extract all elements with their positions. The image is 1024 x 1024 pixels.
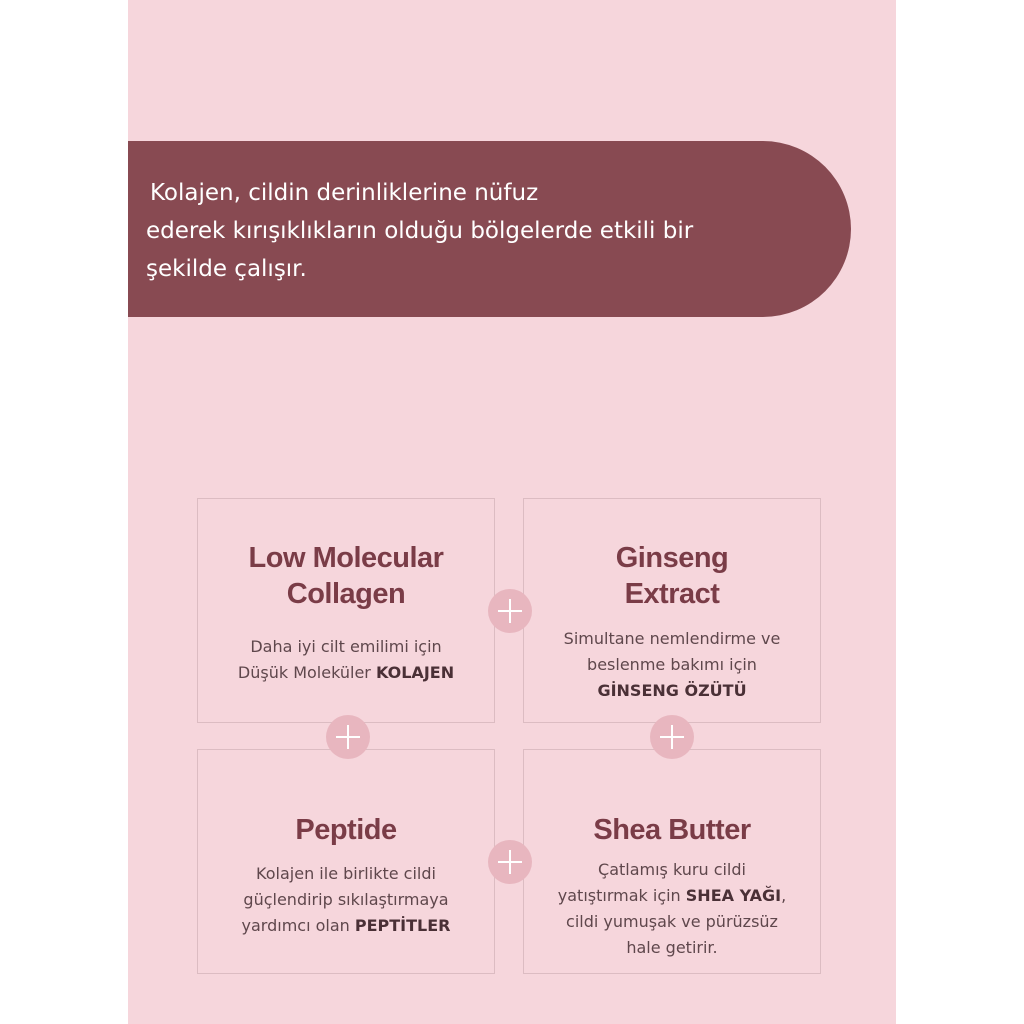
plus-icon — [488, 589, 532, 633]
card-title-line: Ginseng — [615, 542, 729, 574]
plus-icon — [326, 715, 370, 759]
card-description-text: Düşük Moleküler — [237, 663, 376, 682]
card-ingredient-name: SHEA YAĞI — [685, 886, 782, 905]
plus-icon — [650, 715, 694, 759]
card-description-line: hale getirir. — [626, 938, 718, 957]
card-description — [198, 634, 494, 686]
card-title — [524, 540, 820, 612]
ingredient-card-shea-butter — [523, 749, 821, 974]
card-title-line: Extract — [624, 578, 720, 610]
card-ingredient-name: PEPTİTLER — [354, 916, 451, 935]
card-description-line: cildi yumuşak ve pürüzsüz — [566, 912, 778, 931]
banner-line-2: ederek kırışıklıkların olduğu bölgelerde etkili bir — [146, 218, 694, 244]
card-description-line: Çatlamış kuru cildi — [598, 860, 746, 879]
card-ingredient-name: GİNSENG ÖZÜTÜ — [597, 681, 747, 700]
card-title — [524, 812, 820, 848]
banner-line-1: Kolajen, cildin derinliklerine nüfuz — [150, 180, 539, 206]
card-title-line: Peptide — [295, 814, 397, 846]
banner-line-3: şekilde çalışır. — [146, 256, 307, 282]
card-description-line: beslenme bakımı için — [587, 655, 757, 674]
card-description-line: güçlendirip sıkılaştırmaya — [243, 890, 449, 909]
card-description — [524, 626, 820, 704]
card-description-text: yatıştırmak için — [557, 886, 686, 905]
card-description-line: Simultane nemlendirme ve — [563, 629, 781, 648]
card-description-text: , — [781, 886, 787, 905]
card-title-line: Collagen — [286, 578, 406, 610]
card-title-line: Shea Butter — [593, 814, 751, 846]
card-description-text: yardımcı olan — [241, 916, 355, 935]
intro-banner — [128, 141, 851, 317]
card-title-line: Low Molecular — [248, 542, 444, 574]
card-description-line — [198, 913, 494, 939]
card-description-line: Kolajen ile birlikte cildi — [256, 864, 436, 883]
card-description — [198, 861, 494, 939]
ingredient-card-low-molecular-collagen — [197, 498, 495, 723]
card-description-line — [198, 660, 494, 686]
card-title — [198, 540, 494, 612]
ingredient-card-peptide — [197, 749, 495, 974]
ingredient-card-ginseng-extract — [523, 498, 821, 723]
card-description-line: Daha iyi cilt emilimi için — [250, 637, 442, 656]
card-description-line — [524, 883, 820, 909]
card-title — [198, 812, 494, 848]
card-ingredient-name: KOLAJEN — [375, 663, 455, 682]
plus-icon — [488, 840, 532, 884]
card-description-line — [524, 678, 820, 704]
card-description — [524, 857, 820, 961]
